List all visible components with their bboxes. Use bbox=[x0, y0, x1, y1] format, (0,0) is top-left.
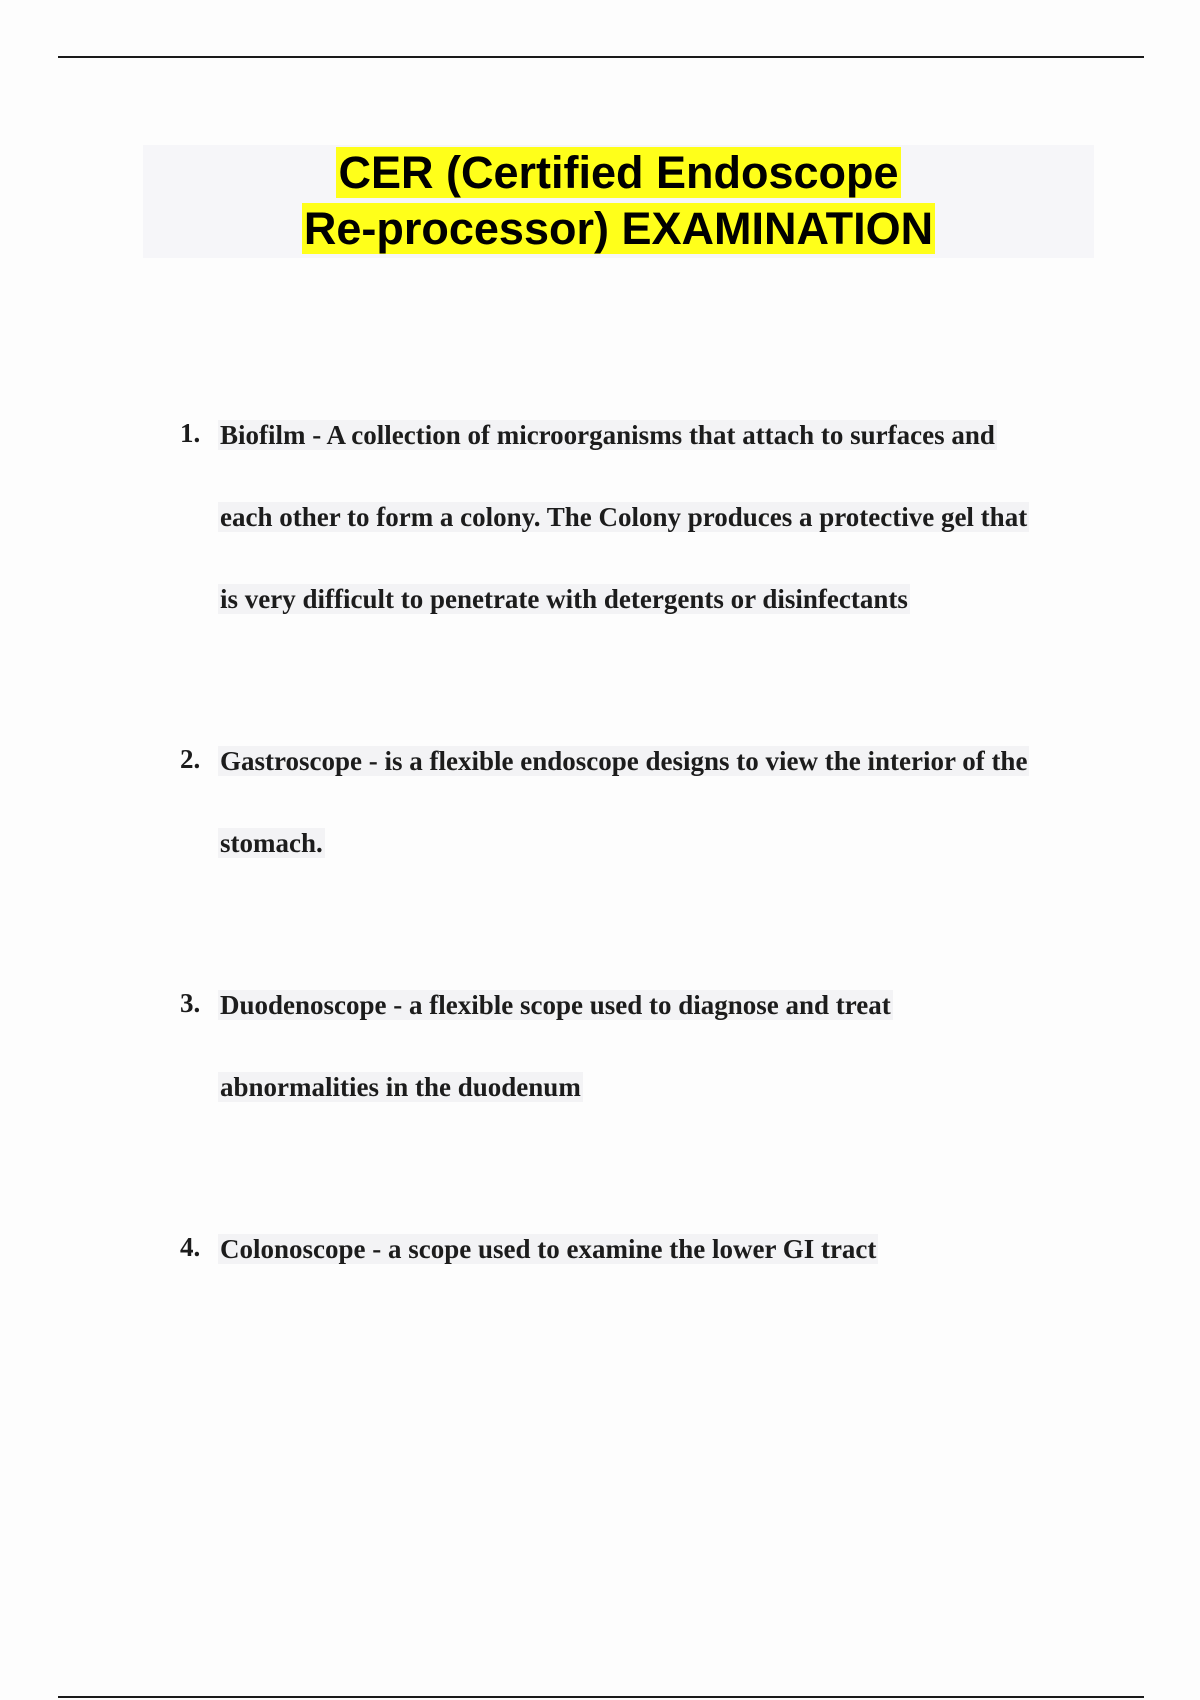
item-line: Duodenoscope - a flexible scope used to diagnose and treat bbox=[220, 990, 891, 1020]
top-rule bbox=[58, 56, 1144, 58]
item-line: Gastroscope - is a flexible endoscope designs to view the interior of the bbox=[220, 746, 1028, 776]
item-line: each other to form a colony. The Colony produces a protective gel that bbox=[220, 502, 1028, 532]
title-line-text: Re-processor) EXAMINATION bbox=[303, 203, 934, 254]
title-line bbox=[143, 201, 1094, 257]
item-number: 4. bbox=[180, 1232, 201, 1262]
item-text bbox=[218, 744, 1078, 908]
item-text bbox=[218, 988, 1078, 1152]
document-title bbox=[143, 145, 1094, 258]
item-text bbox=[218, 418, 1078, 664]
item-line: Biofilm - A collection of microorganisms that attach to surfaces and bbox=[220, 420, 995, 450]
item-line: is very difficult to penetrate with detergents or disinfectants bbox=[220, 584, 908, 614]
item-text bbox=[218, 1232, 1078, 1314]
item-line: abnormalities in the duodenum bbox=[220, 1072, 581, 1102]
item-line: stomach. bbox=[220, 828, 323, 858]
item-number: 1. bbox=[180, 418, 201, 448]
item-number: 3. bbox=[180, 988, 201, 1018]
item-line: Colonoscope - a scope used to examine the lower GI tract bbox=[220, 1234, 877, 1264]
title-line bbox=[143, 145, 1094, 201]
bottom-rule bbox=[58, 1696, 1144, 1698]
item-number: 2. bbox=[180, 744, 201, 774]
title-line-text: CER (Certified Endoscope bbox=[338, 147, 899, 198]
